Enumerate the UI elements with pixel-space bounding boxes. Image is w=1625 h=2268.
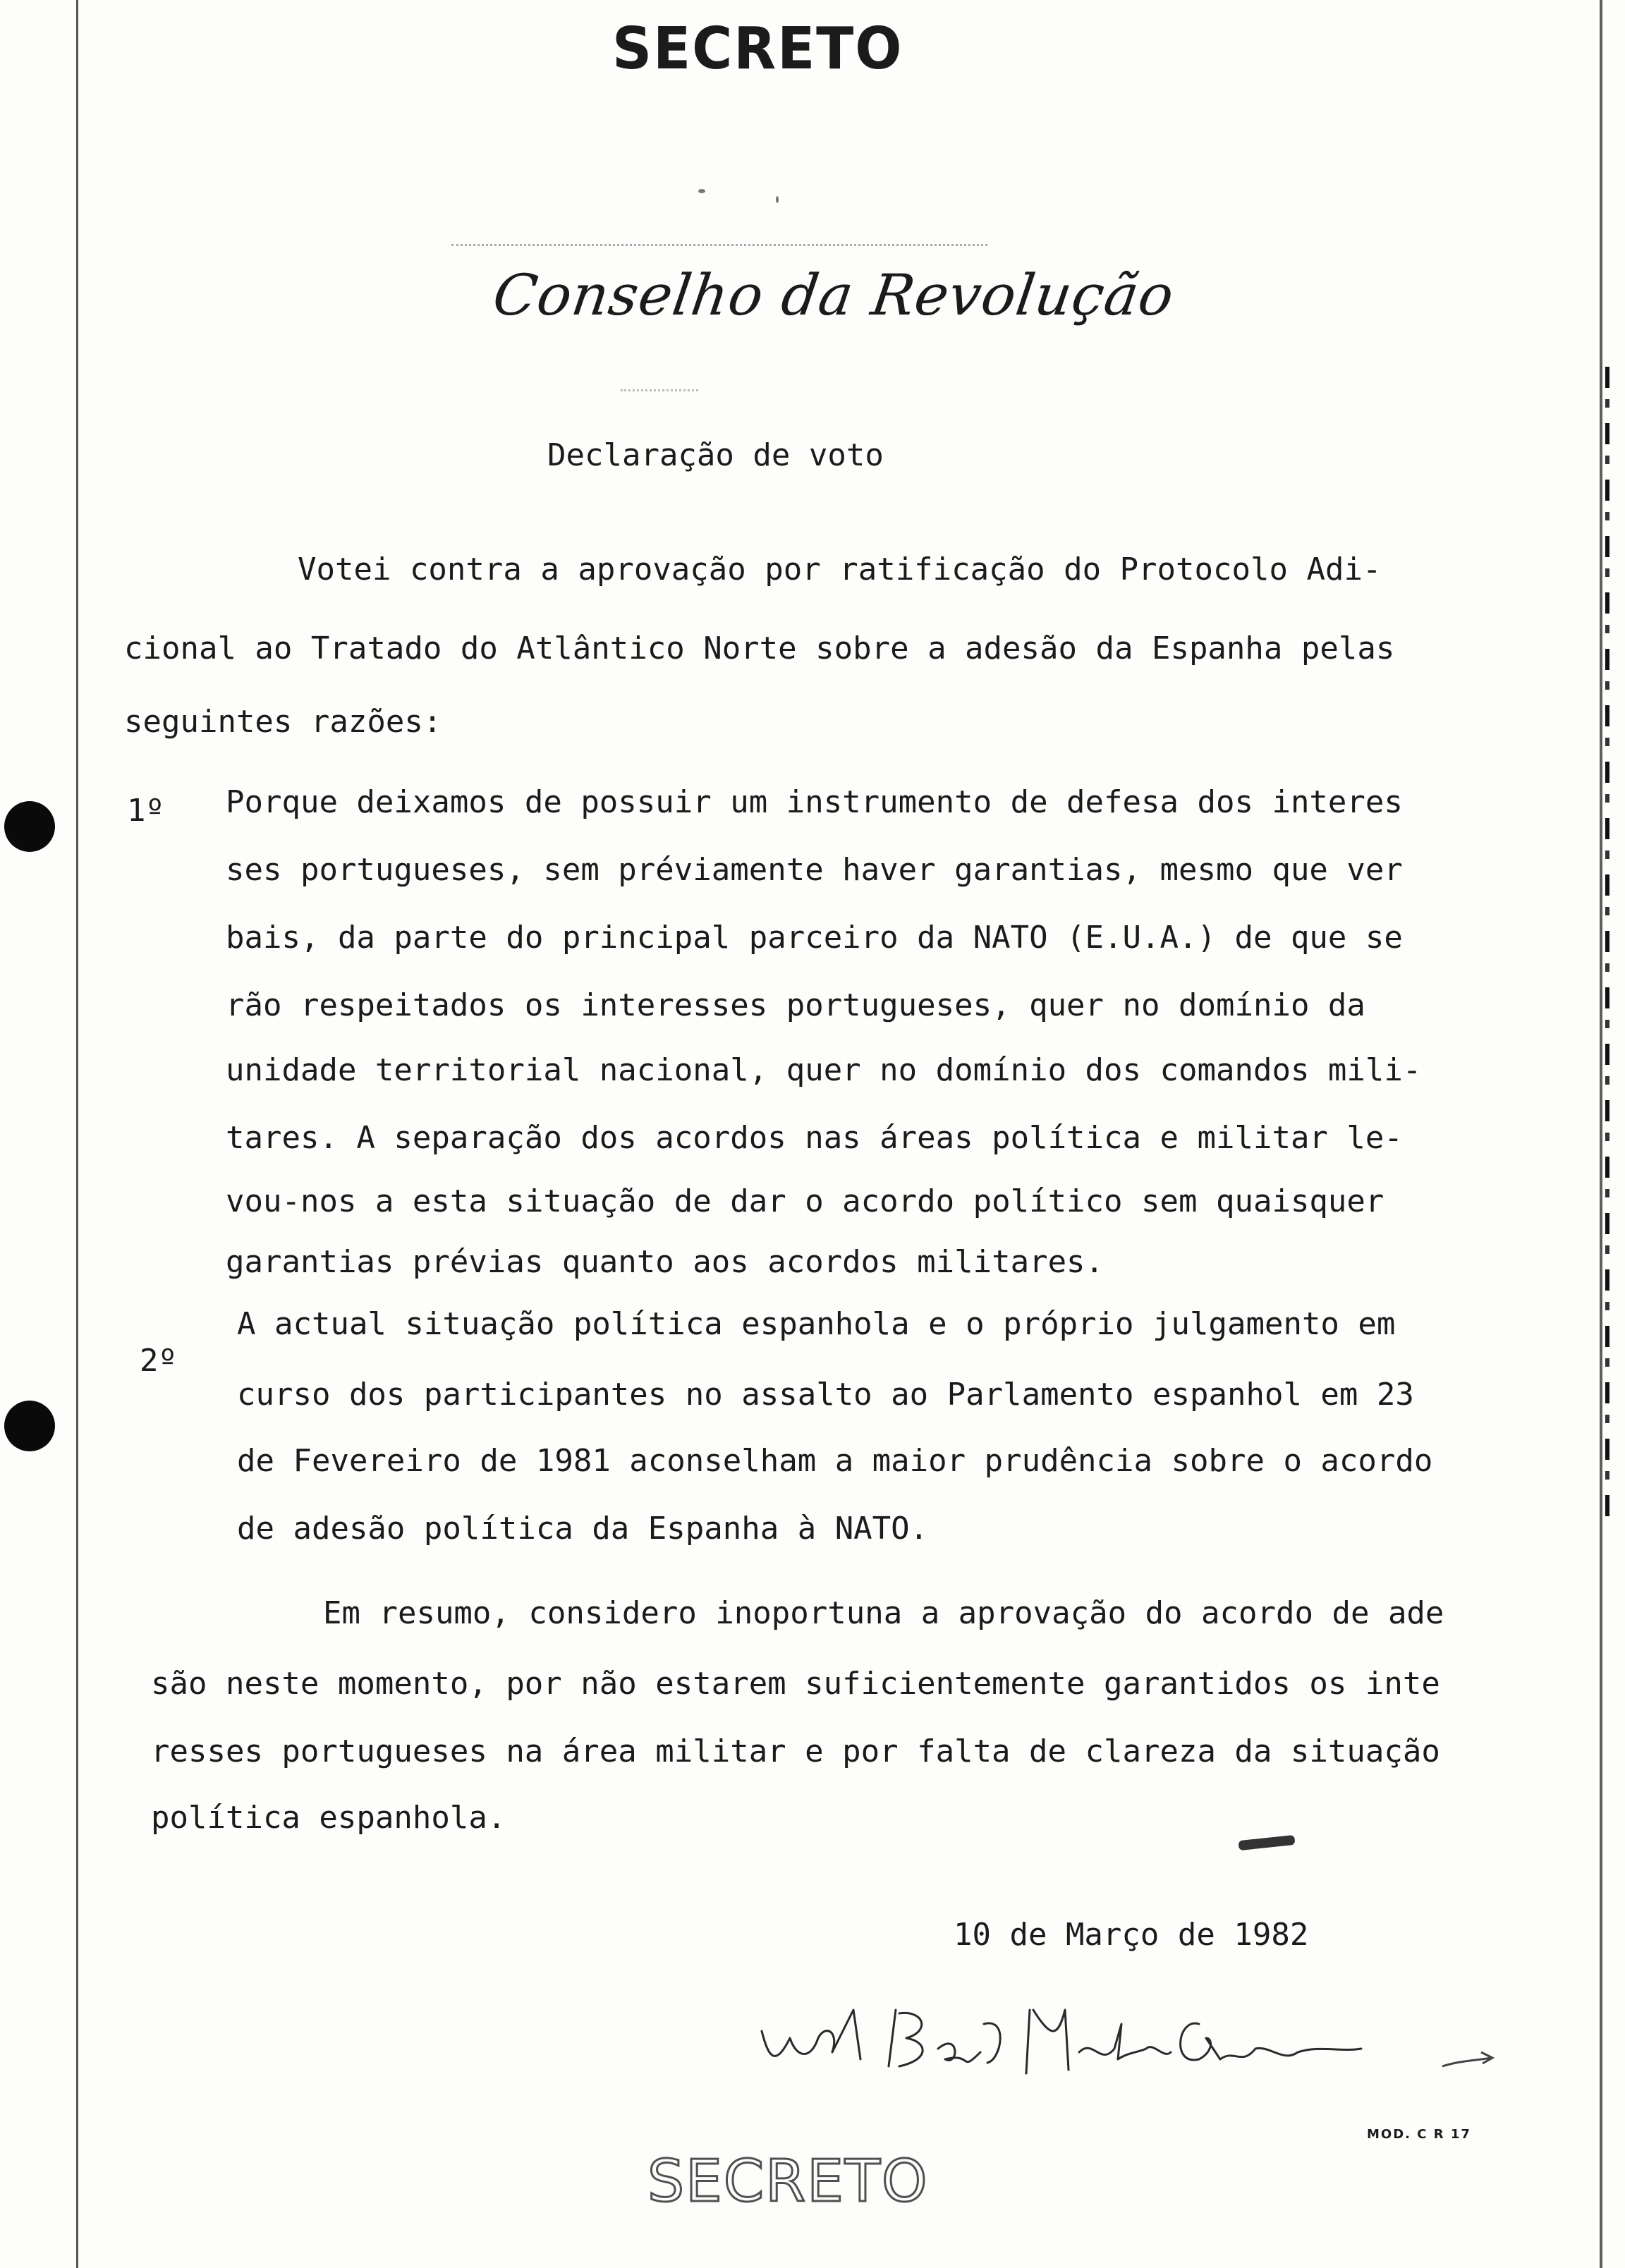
- handwritten-signature: [748, 1982, 1368, 2087]
- item-1-line: vou-nos a esta situação de dar o acordo político sem quaisquer: [226, 1183, 1384, 1219]
- summary-line: Em resumo, considero inoportuna a aprovação do acordo de ade: [323, 1595, 1444, 1631]
- ink-smudge: [1238, 1835, 1295, 1851]
- item-1-line: tares. A separação dos acordos nas áreas política e militar le-: [226, 1120, 1403, 1156]
- item-1-line: unidade territorial nacional, quer no domínio dos comandos mili-: [226, 1052, 1422, 1088]
- faint-dotted-line: [451, 244, 987, 246]
- intro-line: seguintes razões:: [124, 704, 442, 740]
- summary-line: são neste momento, por não estarem suficientemente garantidos os inte: [151, 1666, 1440, 1702]
- right-page-edge-marks: [1605, 367, 1609, 1523]
- summary-line: política espanhola.: [151, 1800, 506, 1836]
- item-1-line: rão respeitados os interesses portugueses, quer no domínio da: [226, 987, 1365, 1023]
- scan-speck: [698, 189, 705, 193]
- document-title: Declaração de voto: [547, 437, 884, 473]
- item-2-line: de Fevereiro de 1981 aconselham a maior prudência sobre o acordo: [237, 1443, 1433, 1479]
- item-1-line: ses portugueses, sem préviamente haver garantias, mesmo que ver: [226, 852, 1403, 888]
- item-2-line: curso dos participantes no assalto ao Parlamento espanhol em 23: [237, 1377, 1414, 1413]
- item-2-line: de adesão política da Espanha à NATO.: [237, 1511, 929, 1547]
- item-number-2: 2º: [140, 1343, 177, 1379]
- punch-hole-bottom: [4, 1401, 55, 1451]
- left-page-edge: [76, 0, 78, 2268]
- item-number-1: 1º: [127, 793, 164, 829]
- item-1-line: bais, da parte do principal parceiro da NATO (E.U.A.) de que se: [226, 920, 1403, 956]
- item-1-line: Porque deixamos de possuir um instrumento de defesa dos interes: [226, 784, 1403, 820]
- scan-speck: [776, 196, 779, 203]
- letterhead-council-name: Conselho da Revolução: [489, 262, 1179, 328]
- summary-line: resses portugueses na área militar e por falta de clareza da situação: [151, 1733, 1440, 1769]
- document-date: 10 de Março de 1982: [954, 1917, 1309, 1953]
- faint-dotted-line: [621, 389, 698, 391]
- pen-flourish: [1439, 2045, 1495, 2073]
- classification-stamp-bottom: SECRETO: [647, 2148, 929, 2215]
- intro-line: Votei contra a aprovação por ratificação do Protocolo Adi-: [298, 551, 1382, 587]
- classification-stamp-top: SECRETO: [612, 16, 903, 83]
- item-1-line: garantias prévias quanto aos acordos militares.: [226, 1244, 1104, 1280]
- form-code: MOD. C R 17: [1367, 2127, 1471, 2142]
- punch-hole-top: [4, 801, 55, 852]
- intro-line: cional ao Tratado do Atlântico Norte sobre a adesão da Espanha pelas: [124, 630, 1395, 666]
- item-2-line: A actual situação política espanhola e o próprio julgamento em: [237, 1306, 1396, 1342]
- right-page-edge: [1600, 0, 1602, 2268]
